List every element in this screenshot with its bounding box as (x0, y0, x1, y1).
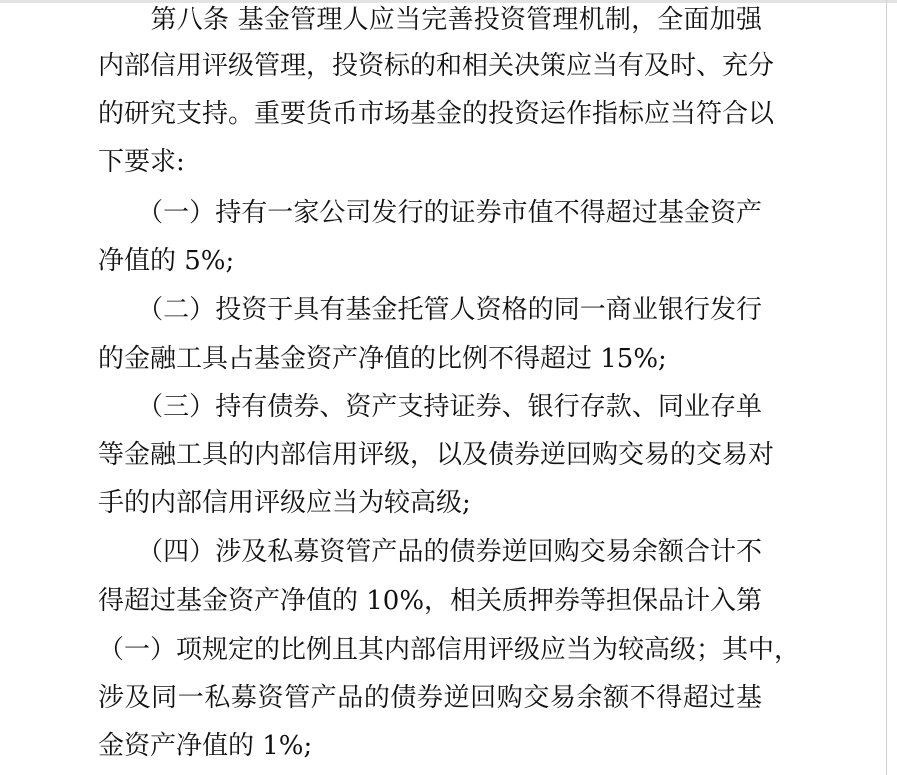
paragraph-line-6: 净值的 5%; (98, 246, 235, 276)
paragraph-line-10: 等金融工具的内部信用评级，以及债券逆回购交易的交易对 (98, 440, 775, 470)
paragraph-line-1: 第八条 基金管理人应当完善投资管理机制，全面加强 (98, 5, 762, 35)
paragraph-line-11: 手的内部信用评级应当为较高级; (98, 488, 471, 518)
paragraph-line-13: 得超过基金资产净值的 10%，相关质押券等担保品计入第 (98, 586, 763, 616)
paragraph-line-9: （三）持有债券、资产支持证券、银行存款、同业存单 (98, 392, 762, 422)
paragraph-line-3: 的研究支持。重要货币市场基金的投资运作指标应当符合以 (98, 99, 775, 129)
paragraph-line-4: 下要求: (98, 147, 185, 177)
paragraph-line-7: （二）投资于具有基金托管人资格的同一商业银行发行 (98, 295, 762, 325)
paragraph-line-12: （四）涉及私募资管产品的债券逆回购交易余额合计不 (98, 537, 762, 567)
paragraph-line-14: （一）项规定的比例且其内部信用评级应当为较高级；其中， (98, 635, 801, 665)
paragraph-line-5: （一）持有一家公司发行的证券市值不得超过基金资产 (98, 198, 762, 228)
paragraph-line-2: 内部信用评级管理，投资标的和相关决策应当有及时、充分 (98, 51, 775, 81)
paragraph-line-8: 的金融工具占基金资产净值的比例不得超过 15%; (98, 344, 667, 374)
paragraph-line-16: 金资产净值的 1%; (98, 731, 313, 761)
paragraph-line-15: 涉及同一私募资管产品的债券逆回购交易余额不得超过基 (98, 683, 762, 713)
right-edge-rule (886, 0, 887, 775)
